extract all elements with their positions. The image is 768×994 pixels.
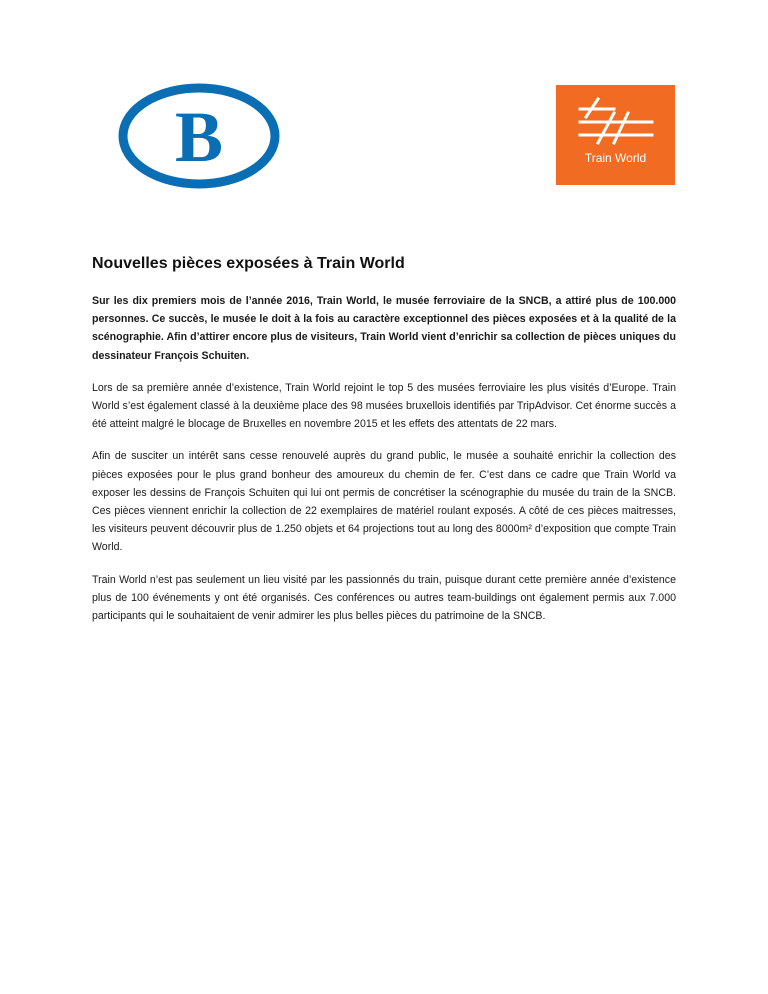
- article-paragraph: Lors de sa première année d’existence, Train World rejoint le top 5 des musées ferroviaire les plus visités d’Europe. Train World s’est également classé à la deuxième place des 98 musées bruxellois identifiés par TripAdvisor. Cet énorme succès a été atteint malgré le blocage de Bruxelles en novembre 2015 et les effets des attentats de 22 mars.: [92, 381, 676, 431]
- train-world-logo-symbol: [556, 85, 675, 185]
- article-paragraph: Afin de susciter un intérêt sans cesse renouvelé auprès du grand public, le musée a souhaité enrichir la collection des pièces exposées pour le plus grand bonheur des amoureux du chemin de fer. C’est dans ce cadre que Train World va exposer les dessins de François Schuiten qui lui ont permis de concrétiser la scénographie du musée du train de la SNCB. Ces pièces viennent enrichir la collection de 22 exemplaires de matériel roulant exposés. A côté de ces pièces maitresses, les visiteurs peuvent découvrir plus de 1.250 objets et 64 projections tout au long des 8000m² d’exposition que compte Train World.: [92, 450, 676, 554]
- article-paragraph: Train World n’est pas seulement un lieu visité par les passionnés du train, puisque durant cette première année d’existence plus de 100 événements y ont été organisés. Ces conférences ou autres team-buildings ont également permis aux 7.000 participants qui le souhaitaient de venir admirer les plus belles pièces du patrimoine de la SNCB.: [92, 573, 676, 623]
- sncb-logo-letter: B: [174, 97, 224, 177]
- sncb-logo: [117, 83, 281, 189]
- sncb-logo-graphic: [117, 83, 281, 189]
- train-world-logo: [556, 85, 675, 185]
- article-lead: Sur les dix premiers mois de l’année 2016, Train World, le musée ferroviaire de la SNCB, a attiré plus de 100.000 personnes. Ce succès, le musée le doit à la fois au caractère exceptionnel des pièces exposées et à la qualité de la scénographie. Afin d’attirer encore plus de visiteurs, Train World vient d’enrichir sa collection de pièces uniques du dessinateur François Schuiten.: [92, 295, 676, 362]
- article-title: Nouvelles pièces exposées à Train World: [92, 255, 405, 272]
- article: [92, 254, 676, 639]
- train-world-logo-label: Train World: [584, 151, 647, 165]
